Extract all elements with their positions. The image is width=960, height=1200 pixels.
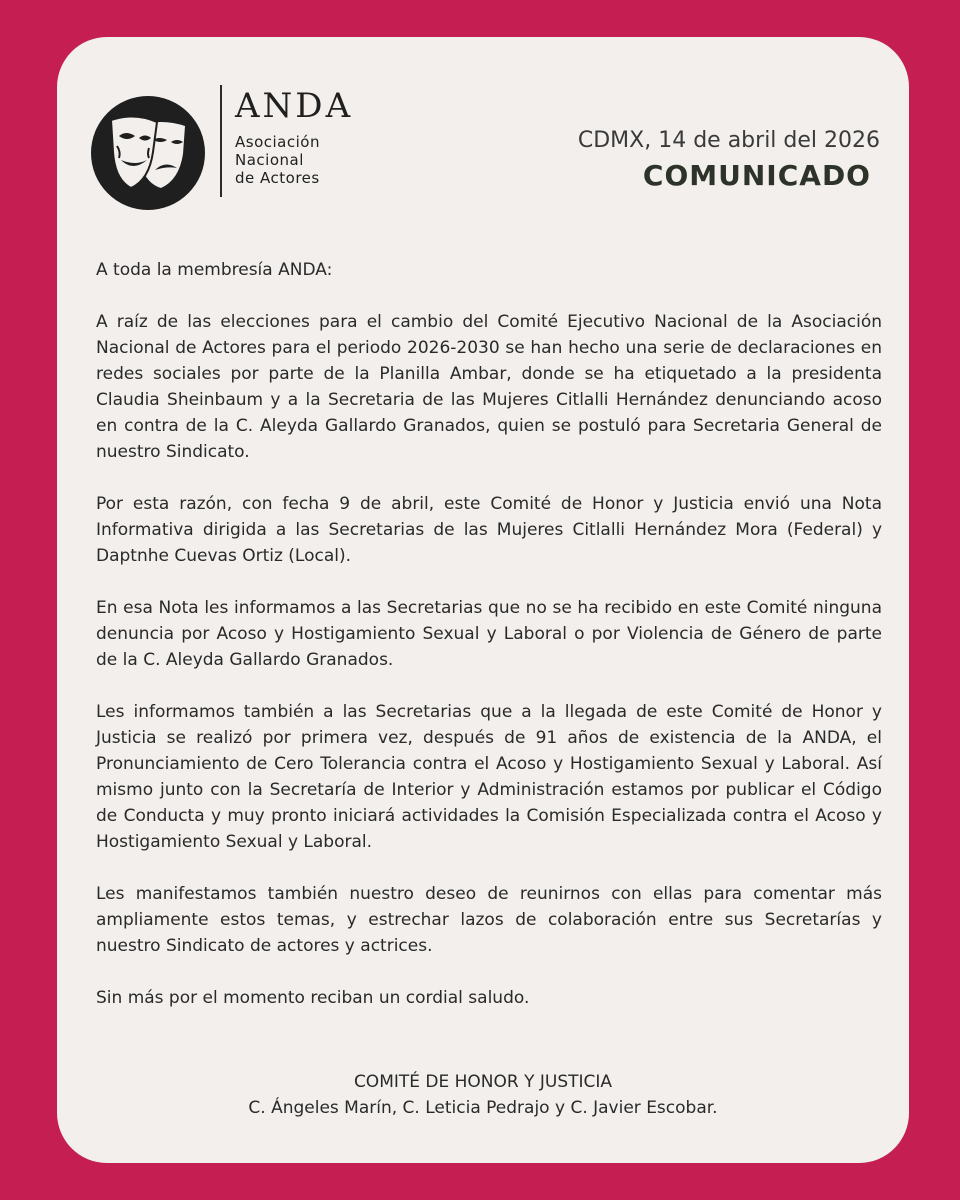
paragraph: Les informamos también a las Secretarias que a la llegada de este Comité de Honor y Justicia se realizó por primera vez, después de 91 años de existencia de la ANDA, el Pronunciamiento de Cero Tolerancia contra el Acoso y Hostigamiento Sexual y Laboral. Así mismo junto con la Secretaría de Interior y Administración estamos por publicar el Código de Conducta y muy pronto iniciará actividades la Comisión Especializada contra el Acoso y Hostigamiento Sexual y Laboral. (96, 702, 882, 852)
page-title: COMUNICADO (642, 159, 871, 192)
closing: Sin más por el momento reciban un cordial saludo. (96, 988, 530, 1008)
paragraph: Por esta razón, con fecha 9 de abril, este Comité de Honor y Justicia envió una Nota Informativa dirigida a las Secretarias de las Mujeres Citlalli Hernández Mora (Federal) y Daptnhe Cuevas Ortiz (Local). (96, 494, 882, 566)
greeting: A toda la membresía ANDA: (96, 260, 333, 280)
theater-mask-icon (91, 96, 205, 210)
communique-card (57, 37, 909, 1163)
logo-divider (220, 85, 222, 197)
brand-subtitle-line: Asociación (235, 133, 320, 151)
paragraph: En esa Nota les informamos a las Secretarias que no se ha recibido en este Comité ninguna denuncia por Acoso y Hostigamiento Sexual y Laboral o por Violencia de Género de parte de la C. Aleyda Gallardo Granados. (96, 598, 882, 670)
date-line: CDMX, 14 de abril del 2026 (577, 128, 880, 153)
committee-name: COMITÉ DE HONOR Y JUSTICIA (353, 1072, 613, 1092)
signature-block (57, 1069, 909, 1121)
paragraph: A raíz de las elecciones para el cambio del Comité Ejecutivo Nacional de la Asociación Nacional de Actores para el periodo 2026-2030 se han hecho una serie de declaraciones en redes sociales por parte de la Planilla Ambar, donde se ha etiquetado a la presidenta Claudia Sheinbaum y a la Secretaria de las Mujeres Citlalli Hernández denunciando acoso en contra de la C. Aleyda Gallardo Granados, quien se postuló para Secretaria General de nuestro Sindicato. (96, 312, 882, 462)
anda-logo (91, 96, 205, 210)
paragraph: Les manifestamos también nuestro deseo de reunirnos con ellas para comentar más ampliamente estos temas, y estrechar lazos de colaboración entre sus Secretarías y nuestro Sindicato de actores y actrices. (96, 884, 882, 956)
brand-subtitle-line: Nacional (235, 151, 304, 169)
letter-body (96, 257, 882, 1037)
brand-name: ANDA (235, 86, 354, 126)
committee-members: C. Ángeles Marín, C. Leticia Pedrajo y C. Javier Escobar. (248, 1098, 718, 1118)
brand-subtitle-line: de Actores (235, 169, 320, 187)
brand-subtitle (235, 133, 320, 187)
